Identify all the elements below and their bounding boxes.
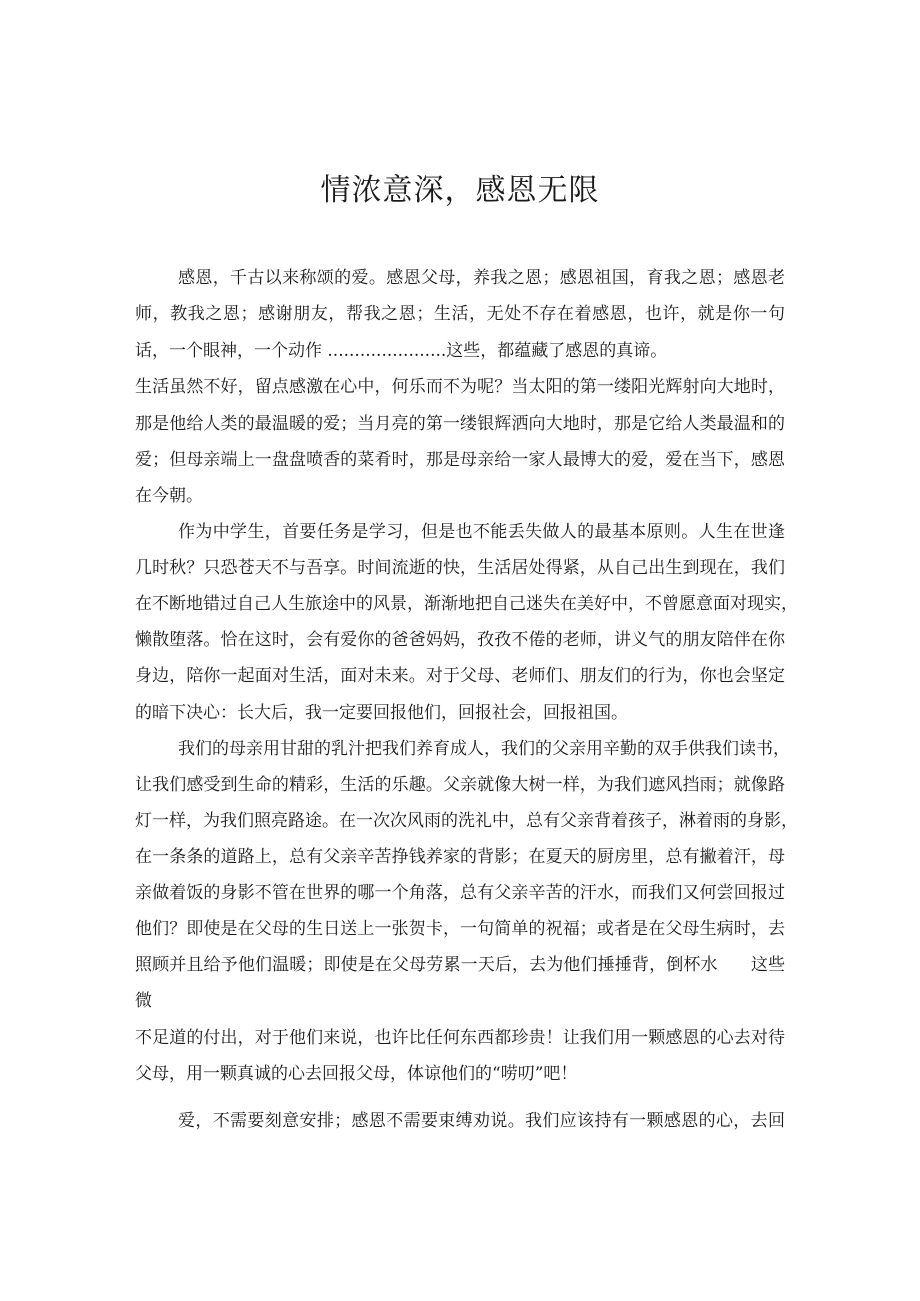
paragraph-line: 爱，不需要刻意安排；感恩不需要束缚劝说。我们应该持有一颗感恩的心，去回 [178,1111,785,1131]
paragraph-line: 我们的母亲用甘甜的乳汁把我们养育成人，我们的父亲用辛勤的双手供我们读书， [178,739,790,759]
paragraph-line: 亲做着饭的身影不管在世界的哪一个角落，总有父亲辛苦的汗水，而我们又何尝回报过 [135,883,785,903]
paragraph-line: 让我们感受到生命的精彩，生活的乐趣。父亲就像大树一样，为我们遮风挡雨；就像路 [135,775,785,795]
document-title: 情浓意深，感恩无限 [320,173,600,208]
paragraph-line: 在今朝。 [135,486,203,506]
paragraph-line: 的暗下决心：长大后，我一定要回报他们，回报社会，回报祖国。 [135,703,628,723]
paragraph-line: 生活虽然不好，留点感激在心中，何乐而不为呢？当太阳的第一缕阳光辉射向大地时， [135,377,785,397]
paragraph-line: 师，教我之恩；感谢朋友，帮我之恩；生活，无处不存在着感恩，也许，就是你一句 [135,304,785,324]
paragraph-line: 灯一样，为我们照亮路途。在一次次风雨的洗礼中，总有父亲背着孩子，淋着雨的身影， [135,811,798,831]
paragraph-line: 微 [135,991,152,1011]
paragraph-line: 懒散堕落。恰在这时，会有爱你的爸爸妈妈，孜孜不倦的老师，讲义气的朋友陪伴在你 [135,630,785,650]
paragraph-line: 在不断地错过自己人生旅途中的风景，渐渐地把自己迷失在美好中，不曾愿意面对现实， [135,594,798,614]
paragraph-line: 他们？即使是在父母的生日送上一张贺卡，一句简单的祝福；或者是在父母生病时，去 [135,919,785,939]
paragraph-line: 在一条条的道路上，总有父亲辛苦挣钱养家的背影；在夏天的厨房里，总有撇着汗，母 [135,847,785,867]
paragraph-line: 爱；但母亲端上一盘盘喷香的菜肴时，那是母亲给一家人最博大的爱，爱在当下，感恩 [135,450,785,470]
paragraph-line: 不足道的付出，对于他们来说，也许比任何东西都珍贵！让我们用一颗感恩的心去对待 [135,1028,785,1048]
paragraph-line: 作为中学生，首要任务是学习，但是也不能丢失做人的最基本原则。人生在世逢 [178,522,785,542]
paragraph-line: 父母，用一颗真诚的心去回报父母，体谅他们的“唠叨”吧！ [135,1064,578,1084]
paragraph-line: 感恩，千古以来称颂的爱。感恩父母，养我之恩；感恩祖国，育我之恩；感恩老 [178,268,785,288]
paragraph-line: 照顾并且给予他们温暖；即使是在父母劳累一天后，去为他们捶捶背，倒杯水 这些 [135,955,785,975]
paragraph-line: 身边，陪你一起面对生活，面对未来。对于父母、老师们、朋友们的行为，你也会坚定 [135,666,785,686]
paragraph-line: 话，一个眼神，一个动作 ......................这些，都蕴藏了感恩的真谛。 [135,341,668,361]
paragraph-line: 那是他给人类的最温暖的爱；当月亮的第一缕银辉洒向大地时，那是它给人类最温和的 [135,414,785,434]
paragraph-line: 几时秋？只恐苍天不与吾享。时间流逝的快，生活居处得紧，从自己出生到现在，我们 [135,558,785,578]
